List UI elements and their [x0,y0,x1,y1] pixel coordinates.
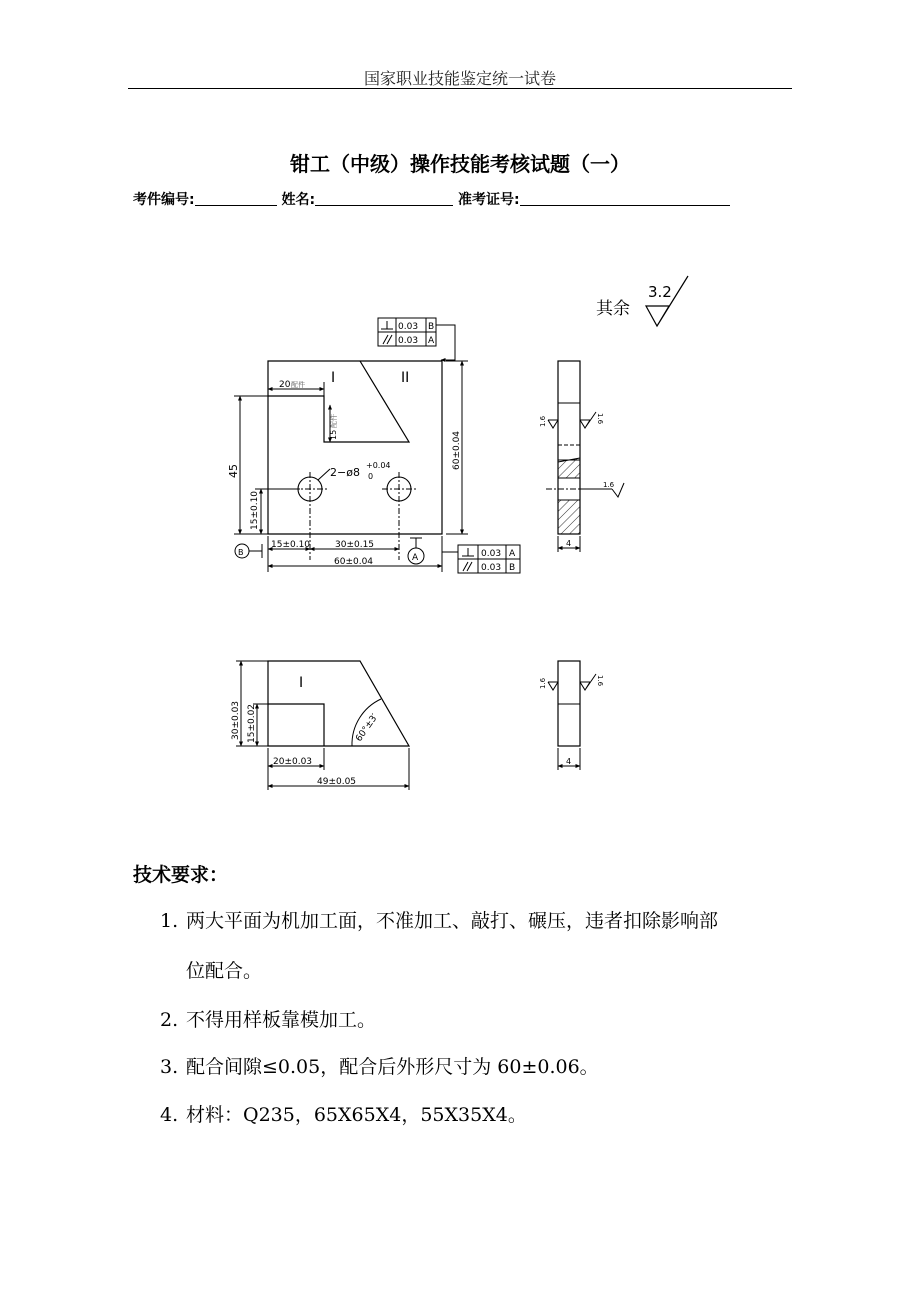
part-label-1: I [331,370,336,386]
svg-text:+0.04: +0.04 [366,461,391,470]
assembly-front-view [227,361,468,572]
part-label-2: II [401,370,410,386]
svg-text:4: 4 [566,757,572,766]
roughness-other-label: 其余 [596,299,630,319]
part1-side-view [539,661,604,770]
field-label-cert-no: 准考证号: [457,192,520,208]
part1-front-view [231,661,409,790]
field-label-part-no: 考件编号: [133,192,195,208]
svg-text:0: 0 [368,472,374,481]
svg-text:15±0.10: 15±0.10 [271,540,311,550]
svg-text:15±0.10: 15±0.10 [250,490,260,530]
tolerance-frame-bottom [442,545,520,573]
svg-text:1.6: 1.6 [539,677,547,689]
requirement-item: 1. 两大平面为机加工面，不准加工、敲打、碾压，违者扣除影响部 [160,910,719,932]
svg-text:B: B [428,322,435,332]
datum-a: A [412,553,419,563]
svg-text:0.03: 0.03 [398,322,419,332]
svg-text:20±0.03: 20±0.03 [273,757,313,767]
page-title: 钳工（中级）操作技能考核试题（一） [290,152,630,176]
field-label-name: 姓名: [281,192,316,208]
svg-text:60±0.04: 60±0.04 [452,430,462,470]
holes-callout: 2−ø8 [330,466,360,479]
svg-text:0.03: 0.03 [398,336,419,346]
svg-text:0.03: 0.03 [481,549,502,559]
svg-text:1.6: 1.6 [539,415,547,427]
requirement-item: 位配合。 [186,960,263,982]
requirement-item: 3. 配合间隙≤0.05，配合后外形尺寸为 60±0.06。 [160,1056,599,1078]
svg-text:15: 15 [329,429,338,440]
svg-text:49±0.05: 49±0.05 [317,777,357,787]
svg-text:I: I [299,675,304,691]
svg-text:4: 4 [566,539,572,548]
svg-text:配件: 配件 [291,381,305,389]
assembly-side-view [539,361,624,552]
datum-b: B [238,548,244,557]
svg-text:45: 45 [227,464,240,478]
requirements-heading: 技术要求： [133,864,229,886]
requirement-item: 4. 材料：Q235，65X65X4，55X35X4。 [160,1104,527,1126]
svg-text:30±0.03: 30±0.03 [231,700,241,740]
roughness-value: 3.2 [648,283,672,301]
svg-text:60°±3′: 60°±3′ [354,712,381,744]
svg-text:B: B [509,563,516,573]
svg-text:1.6: 1.6 [603,481,615,489]
tolerance-frame-top [378,318,455,360]
svg-text:20: 20 [279,380,291,390]
svg-text:30±0.15: 30±0.15 [335,540,375,550]
requirement-item: 2. 不得用样板靠模加工。 [160,1009,377,1031]
svg-text:1.6: 1.6 [596,413,604,425]
svg-text:配件: 配件 [330,414,338,428]
svg-text:A: A [428,336,435,346]
roughness-other-symbol [596,276,688,326]
svg-text:1.6: 1.6 [596,675,604,687]
svg-text:15±0.02: 15±0.02 [247,703,257,743]
svg-text:0.03: 0.03 [481,563,502,573]
svg-text:60±0.04: 60±0.04 [334,557,374,567]
exam-header: 国家职业技能鉴定统一试卷 [363,69,556,88]
svg-text:A: A [509,549,516,559]
